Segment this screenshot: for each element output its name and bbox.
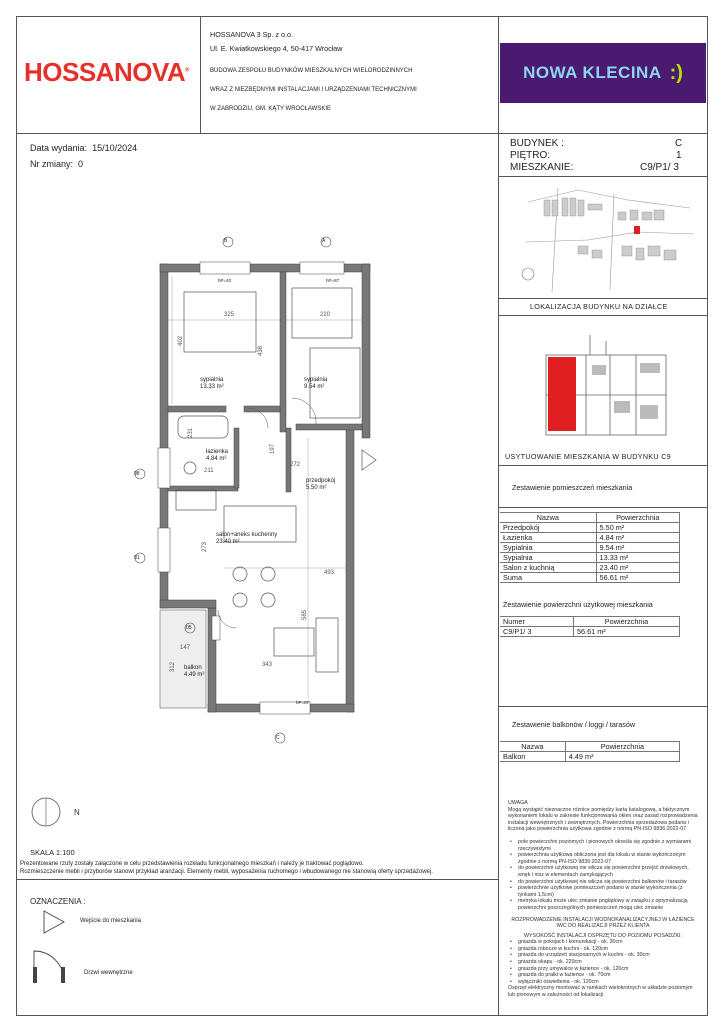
dim-label: 197 (270, 443, 277, 455)
dim-label: 325 (224, 312, 235, 318)
dim-label: 438 (258, 345, 265, 357)
balcony-table-title: Zestawienie balkonów / loggi / tarasów (512, 720, 636, 729)
change-number: Nr zmiany: 0 (30, 159, 84, 169)
main-divider-v (498, 16, 499, 1016)
issue-date: Data wydania: 15/10/2024 (30, 143, 138, 153)
table-row: Sypialnia 9.54 m² (500, 543, 680, 553)
axis-label: A (322, 238, 326, 244)
dim-label: 312 (170, 661, 177, 673)
hossanova-logo: HOSSANOVA® (24, 57, 190, 87)
axis-label: 01 (134, 555, 140, 561)
dim-label: 273 (202, 541, 209, 553)
table-row: Sypialnia 13.33 m² (500, 553, 680, 563)
project-line-2: WRAZ Z NIEZBĘDNYMI INSTALACJAMI I URZĄDZENIAMI TECHNICZNYMI (210, 87, 417, 93)
note-item: • do powierzchni użytkowej nie wlicza się powierzchni balkonów i tarasów (508, 879, 698, 886)
notes-title: UWAGA (508, 800, 528, 806)
socket-item: • gniazda do urządzeń stacjonarnych w kuchni - ok. 30cm (508, 952, 698, 959)
dim-label: 493 (324, 570, 335, 576)
building-info: BUDYNEK : C (510, 138, 683, 149)
rooms-table-title: Zestawienie pomieszczeń mieszkania (512, 483, 633, 492)
entrance-icon (40, 909, 68, 935)
install-title-1: ROZPROWADZENIE INSTALACJI WODNOKANALIZACYJNEJ W ŁAZIENCE (511, 916, 695, 923)
disclaimer-line-2: Rozmieszczenie mebli i przyborów stanowi przykład aranżacji. Elementy mebli, wyposażenia ruchomego i wbudowanego nie stanowią oferty sprzedażowej. (20, 869, 433, 875)
room-label-balcony: balkon 4.49 m² (184, 665, 205, 678)
disclaimer-line-1: Prezentowane rzuty zostały załączone w celu przedstawienia rozkładu funkcjonalnego mieszkań i należy je traktować poglądowo. (20, 861, 364, 867)
socket-item: • gniazda do pralki w łazience - ok. 70cm (508, 972, 698, 979)
building-c-marker (634, 226, 640, 234)
legend-divider (16, 879, 498, 880)
rooms-table-rule (498, 507, 708, 508)
rooms-header-area: Powierzchnia (596, 513, 679, 523)
room-label-bedroom-2: sypialnia 9.54 m² (304, 377, 328, 390)
dim-label: 211 (204, 468, 214, 474)
unit-info-divider (498, 176, 708, 177)
table-row: Salon z kuchnią 23.40 m² (500, 563, 680, 573)
apartment-highlight (548, 357, 576, 431)
dim-label: 343 (262, 662, 273, 668)
site-caption: LOKALIZACJA BUDYNKU NA DZIAŁCE (530, 302, 668, 311)
note-item: • powierzchnia użytkowa obliczona jest dla lokalu w stanie wykończonym zgodnie z normą PN-ISO 9836:2022-07 (508, 852, 698, 865)
axis-label: 05 (186, 625, 192, 631)
socket-item: • gniazda robocze w kuchni - ok. 120cm (508, 946, 698, 953)
axis-label: 08 (134, 471, 140, 477)
floor-plan (120, 228, 390, 748)
company-address: Ul. E. Kwiatkowskiego 4, 50-417 Wrocław (210, 44, 343, 53)
note-item: • powierzchnie użytkowe pomieszczeń podano w stanie wykończenia (z tynkami 1,5cm) (508, 885, 698, 898)
company-name: HOSSANOVA 3 Sp. z o.o. (210, 30, 293, 39)
level-marker: hP=40 (218, 278, 232, 283)
room-label-bedroom-1: sypialnia 13.33 m² (200, 377, 224, 390)
socket-title: WYSOKOŚĆ INSTALACJI OSPRZĘTU DO POZIOMU POSADZKI: (524, 932, 682, 939)
project-line-1: BUDOWA ZESPOŁU BUDYNKÓW MIESZKALNYCH WIELORODZINNYCH (210, 68, 413, 74)
table-row: Łazienka 4.84 m² (500, 533, 680, 543)
svg-text:N: N (74, 808, 80, 817)
room-label-hall: przedpokój 5.50 m² (306, 478, 336, 491)
usable-table: Numer Powierzchnia C9/P1/ 3 56.61 m² (500, 616, 680, 637)
socket-item: • gniazda okapu - ok. 220cm (508, 959, 698, 966)
header-divider-v1 (200, 16, 201, 133)
table-row: Balkon 4.49 m² (500, 752, 680, 762)
header-divider (16, 133, 708, 134)
legend-door: Drzwi wewnętrzne (84, 970, 133, 976)
axis-label: B (224, 238, 228, 244)
table-row: C9/P1/ 3 56.61 m² (500, 627, 680, 637)
building-caption-line (498, 465, 708, 466)
dim-label: 231 (188, 427, 195, 439)
room-label-bathroom: łazienka 4.84 m² (206, 449, 229, 462)
rooms-header-name: Nazwa (500, 513, 596, 523)
building-plan (540, 335, 670, 440)
scale-label: SKALA 1:100 (30, 848, 75, 857)
note-item: • pole powierzchni poziomych i pionowych określa się zgodnie z wymiarami rzeczywistymi (508, 839, 698, 852)
apartment-info: MIESZKANIE: C9/P1/ 3 (510, 162, 679, 173)
socket-item: • gniazda przy umywalce w łazience - ok. 120cm (508, 966, 698, 973)
site-plan-map (518, 182, 698, 294)
table-row: Przedpokój 5.50 m² (500, 523, 680, 533)
install-title-2: IWC DO REALIZACJI PRZEZ KLIENTA (556, 923, 650, 930)
notes-intro: Mogą wystąpić nieznaczne różnice pomiędzy kartą katalogową, a faktycznym wykonaniem lokalu w zakresie funkcjonowania okien oraz zasad rozprowadzenia instalacji wewnętrznych i zewnętrznych. Powierzchnia sprzedażowa podana i liczona jako powierzchnia użytkowa zgodnie z normą PN-ISO 9836:2022-07 (508, 806, 698, 833)
socket-item: • gniazda w pokojach i komunikacji - ok. 30cm (508, 939, 698, 946)
dim-label: 585 (302, 609, 309, 621)
north-arrow-icon (28, 793, 88, 833)
nowa-klecina-brand: NOWA KLECINA :) (500, 43, 706, 103)
site-caption-line-2 (498, 315, 708, 316)
usable-table-title: Zestawienie powierzchni użytkowej mieszkania (503, 600, 653, 609)
project-line-3: W ZABRODZIU, GM. KĄTY WROCŁAWSKIE (210, 106, 332, 112)
notes-block (508, 800, 698, 999)
dim-label: 402 (178, 335, 185, 347)
table-row: Suma 56.61 m² (500, 573, 680, 583)
dim-label: 272 (290, 462, 301, 468)
site-caption-line (498, 298, 708, 299)
level-marker: hP=87 (326, 278, 340, 283)
socket-item: • wyłączniki oświetlenia - ok. 120cm (508, 979, 698, 986)
axis-label: C (276, 735, 280, 741)
usable-table-rule (498, 706, 708, 707)
notes-footer: Osprzęt elektryczny montować w ramkach wielokrotnych w układzie poziomym lub pionowym w zależności od lokalizacji (508, 985, 693, 999)
room-label-living: salon+aneks kuchenny 23.40 m² (216, 532, 278, 545)
dim-label: 220 (320, 312, 331, 318)
door-icon (28, 945, 76, 985)
note-item: • metryka lokalu może ulec zmianie poglądowy w związku z optymalizacją powierzchni poszczególnych pomieszczeń mogą ulec zmianie (508, 898, 698, 911)
balcony-table: Nazwa Powierzchnia Balkon 4.49 m² (500, 741, 680, 762)
legend-entrance: Wejście do mieszkania (80, 918, 141, 924)
note-item: • do powierzchni użytkowej nie wlicza się powierzchni przejść drzwiowych, wnęk i nisz w elementach zamykających (508, 865, 698, 878)
dim-label: 147 (180, 645, 191, 651)
building-caption: USYTUOWANIE MIESZKANIA W BUDYNKU C9 (505, 452, 671, 461)
legend-title: OZNACZENIA : (30, 897, 86, 906)
level-marker: hP=87 (296, 700, 310, 705)
rooms-table (500, 512, 680, 583)
floor-info: PIĘTRO: 1 (510, 150, 682, 161)
